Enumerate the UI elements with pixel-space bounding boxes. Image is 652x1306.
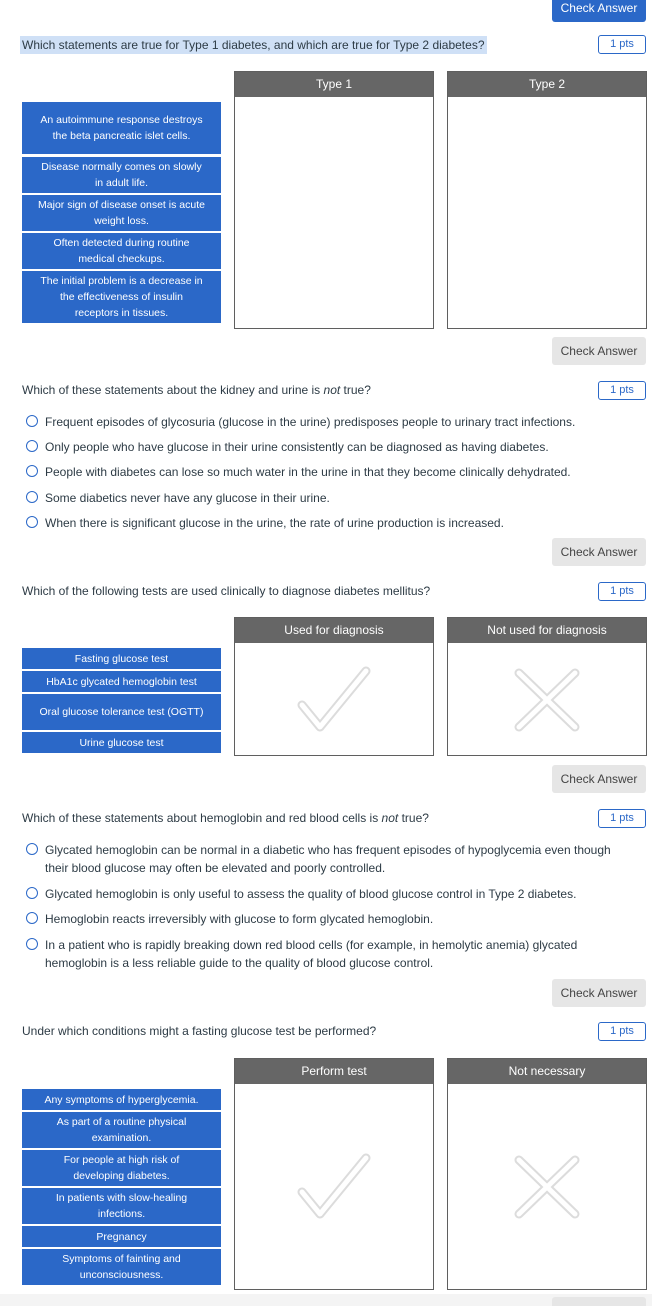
points-badge-q2: 1 pts	[598, 381, 646, 400]
drag-item-insulin-receptors[interactable]: The initial problem is a decrease in the effectiveness of insulin receptors in tissues.	[22, 271, 221, 323]
drag-item-ogtt[interactable]: Oral glucose tolerance test (OGTT)	[22, 694, 221, 730]
drag-item-slow-healing[interactable]: In patients with slow-healing infections.	[22, 1188, 221, 1224]
x-mark-icon	[513, 667, 581, 733]
x-mark-icon	[513, 1154, 581, 1220]
drag-item-pregnancy[interactable]: Pregnancy	[22, 1226, 221, 1247]
radio-option-q2-4[interactable]: Some diabetics never have any glucose in their urine.	[26, 489, 626, 507]
radio-option-q4-4[interactable]: In a patient who is rapidly breaking down red blood cells (for example, in hemolytic anemia) glycated hemoglobin is a less reliable guide to the quality of blood glucose control.	[26, 936, 626, 972]
radio-circle-icon[interactable]	[26, 843, 38, 855]
drag-item-hba1c[interactable]: HbA1c glycated hemoglobin test	[22, 671, 221, 692]
drag-item-routine-checkups[interactable]: Often detected during routine medical checkups.	[22, 233, 221, 269]
radio-circle-icon[interactable]	[26, 912, 38, 924]
drag-item-hyperglycemia[interactable]: Any symptoms of hyperglycemia.	[22, 1089, 221, 1110]
check-answer-button-q5-partial[interactable]	[552, 1297, 646, 1306]
check-answer-button-q1[interactable]: Check Answer	[552, 337, 646, 365]
radio-circle-icon[interactable]	[26, 465, 38, 477]
drag-item-high-risk[interactable]: For people at high risk of developing diabetes.	[22, 1150, 221, 1186]
points-badge-q3: 1 pts	[598, 582, 646, 601]
checkmark-icon	[296, 1152, 372, 1222]
drop-zone-type2[interactable]	[447, 71, 647, 329]
checkmark-icon	[296, 665, 372, 735]
radio-circle-icon[interactable]	[26, 415, 38, 427]
check-answer-button-q1-top[interactable]: Check Answer	[552, 0, 646, 22]
radio-option-q2-1[interactable]: Frequent episodes of glycosuria (glucose in the urine) predisposes people to urinary tract infections.	[26, 413, 626, 431]
radio-option-q2-5[interactable]: When there is significant glucose in the urine, the rate of urine production is increased.	[26, 514, 626, 532]
radio-circle-icon[interactable]	[26, 491, 38, 503]
radio-circle-icon[interactable]	[26, 938, 38, 950]
radio-circle-icon[interactable]	[26, 887, 38, 899]
drag-item-urine-glucose[interactable]: Urine glucose test	[22, 732, 221, 753]
question-2-text: Which of these statements about the kidney and urine is not true?	[22, 383, 371, 397]
question-5-text: Under which conditions might a fasting glucose test be performed?	[22, 1024, 377, 1038]
column-header-type2: Type 2	[448, 72, 646, 97]
drop-zone-perform-test[interactable]	[234, 1058, 434, 1290]
check-answer-button-q2[interactable]: Check Answer	[552, 538, 646, 566]
drop-zone-type1[interactable]	[234, 71, 434, 329]
column-header-used: Used for diagnosis	[235, 618, 433, 643]
drop-zone-used-for-diagnosis[interactable]	[234, 617, 434, 756]
radio-option-q4-1[interactable]: Glycated hemoglobin can be normal in a diabetic who has frequent episodes of hypoglycemia even though their blood glucose may often be elevated and poorly controlled.	[26, 841, 626, 877]
radio-option-q2-3[interactable]: People with diabetes can lose so much water in the urine in that they become clinically dehydrated.	[26, 463, 626, 481]
drop-zone-not-used-for-diagnosis[interactable]	[447, 617, 647, 756]
drag-item-fainting[interactable]: Symptoms of fainting and unconsciousness.	[22, 1249, 221, 1285]
radio-option-q4-2[interactable]: Glycated hemoglobin is only useful to assess the quality of blood glucose control in Type 2 diabetes.	[26, 885, 626, 903]
points-badge-q4: 1 pts	[598, 809, 646, 828]
check-answer-button-q4[interactable]: Check Answer	[552, 979, 646, 1007]
points-badge-q5: 1 pts	[598, 1022, 646, 1041]
radio-option-q4-3[interactable]: Hemoglobin reacts irreversibly with glucose to form glycated hemoglobin.	[26, 910, 626, 928]
question-3-text: Which of the following tests are used clinically to diagnose diabetes mellitus?	[22, 584, 431, 598]
check-answer-button-q3[interactable]: Check Answer	[552, 765, 646, 793]
drop-zone-not-necessary[interactable]	[447, 1058, 647, 1290]
drag-item-routine-physical[interactable]: As part of a routine physical examination.	[22, 1112, 221, 1148]
radio-circle-icon[interactable]	[26, 440, 38, 452]
column-header-perform: Perform test	[235, 1059, 433, 1084]
column-header-not-used: Not used for diagnosis	[448, 618, 646, 643]
radio-circle-icon[interactable]	[26, 516, 38, 528]
drag-item-autoimmune[interactable]: An autoimmune response destroys the beta pancreatic islet cells.	[22, 102, 221, 154]
column-header-not-necessary: Not necessary	[448, 1059, 646, 1084]
drag-item-slow-onset[interactable]: Disease normally comes on slowly in adult life.	[22, 157, 221, 193]
radio-option-q2-2[interactable]: Only people who have glucose in their urine consistently can be diagnosed as having diabetes.	[26, 438, 626, 456]
drag-item-fasting-glucose[interactable]: Fasting glucose test	[22, 648, 221, 669]
points-badge-q1: 1 pts	[598, 35, 646, 54]
drag-item-weight-loss[interactable]: Major sign of disease onset is acute weight loss.	[22, 195, 221, 231]
question-1-text: Which statements are true for Type 1 diabetes, and which are true for Type 2 diabetes?	[22, 38, 485, 52]
column-header-type1: Type 1	[235, 72, 433, 97]
question-4-text: Which of these statements about hemoglobin and red blood cells is not true?	[22, 811, 429, 825]
